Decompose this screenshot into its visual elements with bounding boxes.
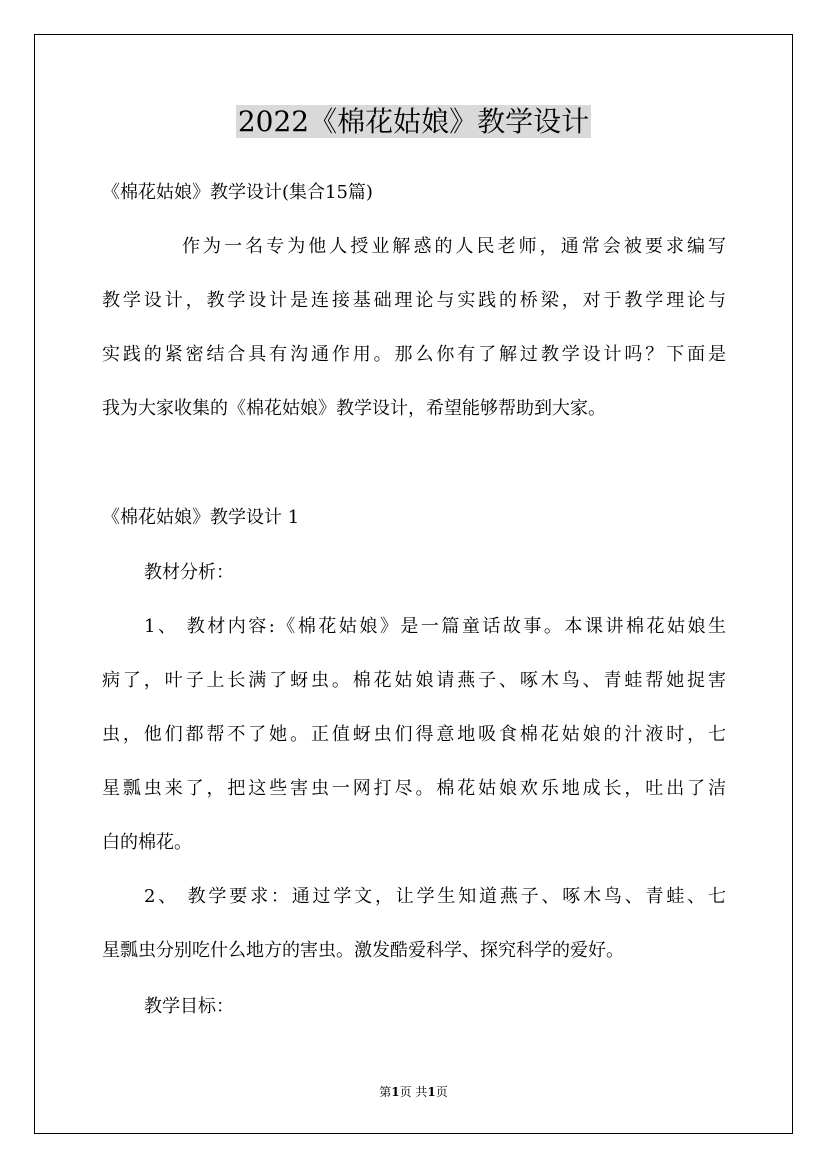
goals-heading: 教学目标：: [144, 996, 234, 1017]
item1-line: 虫，他们都帮不了她。正值蚜虫们得意地吸食棉花姑娘的汁液时，七: [102, 724, 726, 745]
document-title-text: 2022《棉花姑娘》教学设计: [237, 105, 590, 138]
page-footer: [0, 1084, 827, 1100]
item2-paragraph: [102, 884, 726, 992]
document-subtitle: 《棉花姑娘》教学设计(集合15篇): [102, 182, 373, 203]
item1-line: 1、 教材内容:《棉花姑娘》是一篇童话故事。本课讲棉花姑娘生: [144, 616, 726, 637]
intro-line: 实践的紧密结合具有沟通作用。那么你有了解过教学设计吗？下面是: [102, 344, 726, 365]
item1-line: 星瓢虫来了，把这些害虫一网打尽。棉花姑娘欢乐地成长，吐出了洁: [102, 778, 726, 799]
footer-total-pages: 1: [427, 1085, 436, 1099]
intro-line: 我为大家收集的《棉花姑娘》教学设计，希望能够帮助到大家。: [102, 398, 606, 419]
intro-paragraph: [102, 234, 726, 450]
item1-line: 病了，叶子上长满了蚜虫。棉花姑娘请燕子、啄木鸟、青蛙帮她捉害: [102, 670, 726, 691]
analysis-heading: 教材分析：: [144, 562, 234, 583]
section-heading: 《棉花姑娘》教学设计 1: [102, 507, 300, 528]
item2-line: 2、 教学要求：通过学文，让学生知道燕子、啄木鸟、青蛙、七: [144, 886, 726, 907]
item2-line: 星瓢虫分别吃什么地方的害虫。激发酷爱科学、探究科学的爱好。: [102, 940, 624, 961]
footer-page-number: 1: [391, 1085, 400, 1099]
footer-suffix: 页: [435, 1085, 448, 1099]
document-title: [0, 102, 827, 142]
footer-prefix: 第: [379, 1085, 392, 1099]
item1-paragraph: [102, 614, 726, 884]
footer-mid: 页 共: [399, 1085, 428, 1099]
intro-line: 教学设计，教学设计是连接基础理论与实践的桥梁，对于教学理论与: [102, 290, 726, 311]
intro-line: 作为一名专为他人授业解惑的人民老师，通常会被要求编写: [182, 236, 726, 257]
item1-line: 白的棉花。: [102, 832, 192, 853]
